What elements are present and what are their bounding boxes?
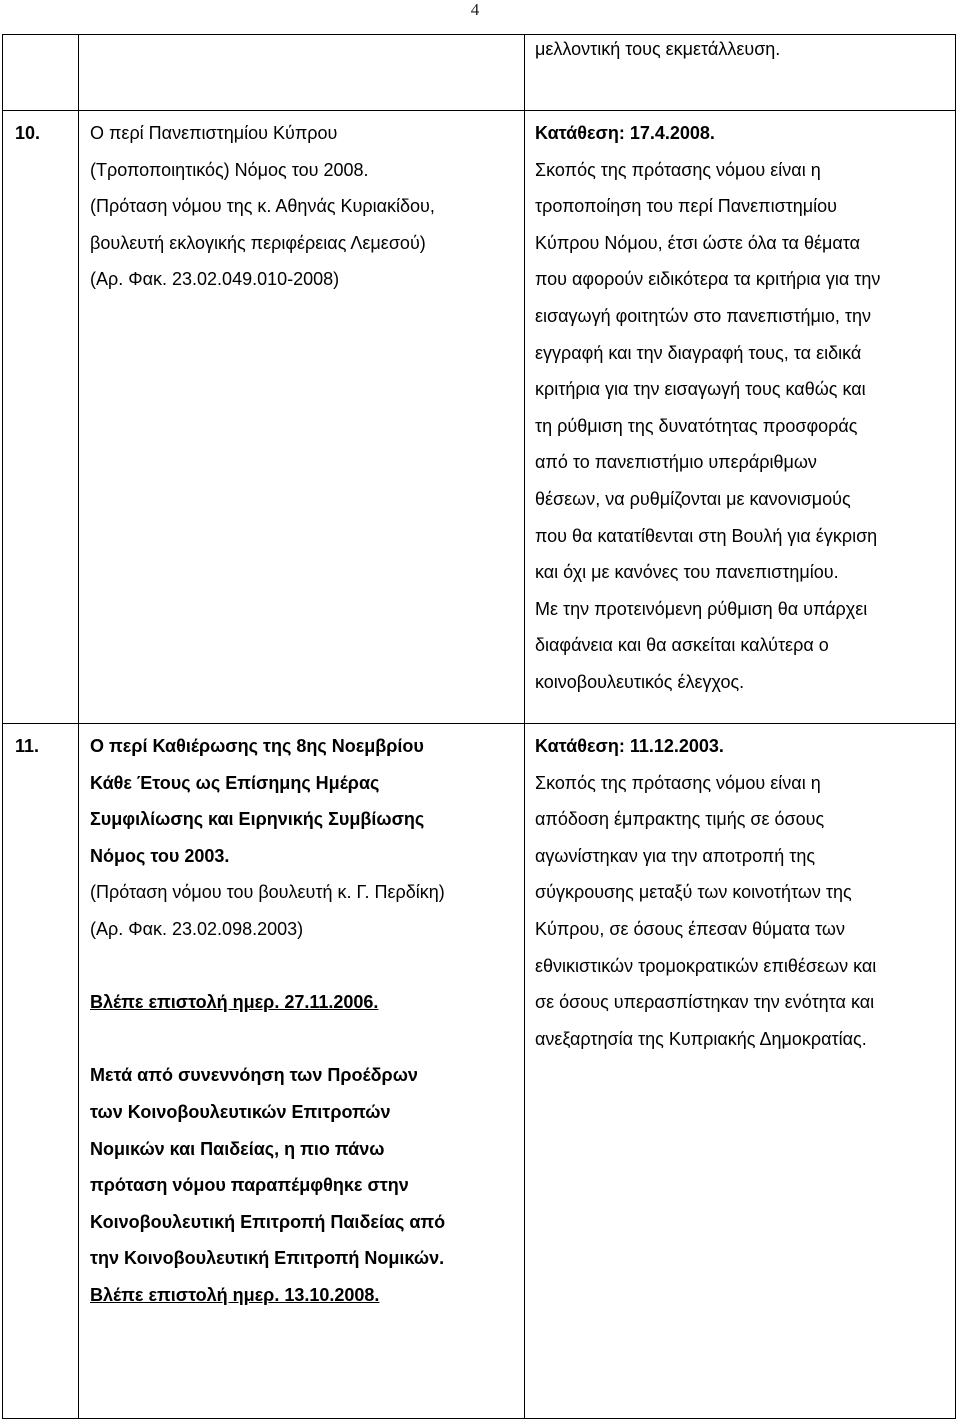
table-row-continuation: [3, 35, 956, 111]
page-number: 4: [470, 0, 480, 19]
purpose-line: διαφάνεια και θα ασκείται καλύτερα ο: [535, 635, 829, 656]
purpose-line: Σκοπός της πρότασης νόμου είναι η: [535, 159, 821, 180]
purpose-line: εγγραφή και την διαγραφή τους, τα ειδικά: [535, 342, 862, 363]
letter-reference: Βλέπε επιστολή ημερ. 27.11.2006.: [90, 992, 379, 1013]
bill-title-line: Κάθε Έτους ως Επίσημης Ημέρας: [90, 772, 380, 793]
note-line: Νομικών και Παιδείας, η πιο πάνω: [90, 1138, 385, 1159]
letter-reference: Βλέπε επιστολή ημερ. 13.10.2008.: [90, 1284, 380, 1305]
purpose-line: Σκοπός της πρότασης νόμου είναι η: [535, 772, 821, 793]
note-line: Μετά από συνεννόηση των Προέδρων: [90, 1065, 418, 1086]
bill-title-line: Ο περί Καθιέρωσης της 8ης Νοεμβρίου: [90, 736, 424, 756]
purpose-line: Με την προτεινόμενη ρύθμιση θα υπάρχει: [535, 598, 868, 619]
note-line: πρόταση νόμου παραπέμφθηκε στην: [90, 1175, 409, 1196]
purpose-line: από το πανεπιστήμιο υπεράριθμων: [535, 452, 817, 473]
purpose-line: που θα κατατίθενται στη Βουλή για έγκριση: [535, 525, 878, 546]
purpose-line: και όχι με κανόνες του πανεπιστημίου.: [535, 562, 839, 583]
bill-title-line: (Τροποποιητικός) Νόμος του 2008.: [90, 159, 369, 180]
note-line: την Κοινοβουλευτική Επιτροπή Νομικών.: [90, 1248, 445, 1269]
bill-title-cell: [79, 111, 525, 724]
bills-table: [2, 34, 956, 1419]
bill-title-cell: [79, 724, 525, 1419]
purpose-line: κριτήρια για την εισαγωγή τους καθώς και: [535, 379, 866, 400]
purpose-line: κοινοβουλευτικός έλεγχος.: [535, 671, 745, 692]
purpose-line: Κύπρου Νόμου, έτσι ώστε όλα τα θέματα: [535, 232, 861, 253]
purpose-line: τη ρύθμιση της δυνατότητας προσφοράς: [535, 415, 858, 436]
row-number-cell: [3, 35, 79, 111]
proposal-line: βουλευτή εκλογικής περιφέρειας Λεμεσού): [90, 232, 426, 253]
purpose-line: εθνικιστικών τρομοκρατικών επιθέσεων και: [535, 955, 877, 976]
note-line: Κοινοβουλευτική Επιτροπή Παιδείας από: [90, 1211, 446, 1232]
table-row-10: [3, 111, 956, 724]
purpose-cell: [525, 35, 956, 111]
purpose-line: που αφορούν ειδικότερα τα κριτήρια για την: [535, 269, 881, 290]
bill-title-line: Ο περί Πανεπιστημίου Κύπρου: [90, 123, 338, 143]
purpose-line: απόδοση έμπρακτης τιμής σε όσους: [535, 809, 825, 830]
bill-title-line: Συμφιλίωσης και Ειρηνικής Συμβίωσης: [90, 809, 425, 830]
row-number: 10.: [15, 123, 41, 143]
row-number-cell: [3, 724, 79, 1419]
purpose-cell: [525, 724, 956, 1419]
proposal-line: (Πρόταση νόμου της κ. Αθηνάς Κυριακίδου,: [90, 196, 435, 217]
purpose-line: θέσεων, να ρυθμίζονται με κανονισμούς: [535, 488, 851, 509]
purpose-line: αγωνίστηκαν για την αποτροπή της: [535, 845, 816, 866]
deposit-date: Κατάθεση: 17.4.2008.: [535, 123, 715, 143]
purpose-line: εισαγωγή φοιτητών στο πανεπιστήμιο, την: [535, 305, 872, 326]
purpose-line: Κύπρου, σε όσους έπεσαν θύματα των: [535, 918, 845, 939]
note-line: των Κοινοβουλευτικών Επιτροπών: [90, 1101, 391, 1122]
purpose-line: μελλοντική τους εκμετάλλευση.: [535, 39, 781, 59]
bill-title-line: Νόμος του 2003.: [90, 845, 230, 866]
purpose-line: τροποποίηση του περί Πανεπιστημίου: [535, 196, 838, 217]
purpose-line: ανεξαρτησία της Κυπριακής Δημοκρατίας.: [535, 1028, 867, 1049]
purpose-line: σε όσους υπερασπίστηκαν την ενότητα και: [535, 992, 875, 1013]
deposit-date: Κατάθεση: 11.12.2003.: [535, 736, 724, 756]
bill-title-cell: [79, 35, 525, 111]
file-number: (Αρ. Φακ. 23.02.098.2003): [90, 918, 304, 939]
proposal-line: (Πρόταση νόμου του βουλευτή κ. Γ. Περδίκη): [90, 882, 445, 903]
row-number-cell: [3, 111, 79, 724]
row-number: 11.: [15, 736, 40, 756]
table-row-11: [3, 724, 956, 1419]
file-number: (Αρ. Φακ. 23.02.049.010-2008): [90, 269, 340, 290]
purpose-cell: [525, 111, 956, 724]
purpose-line: σύγκρουσης μεταξύ των κοινοτήτων της: [535, 882, 852, 903]
